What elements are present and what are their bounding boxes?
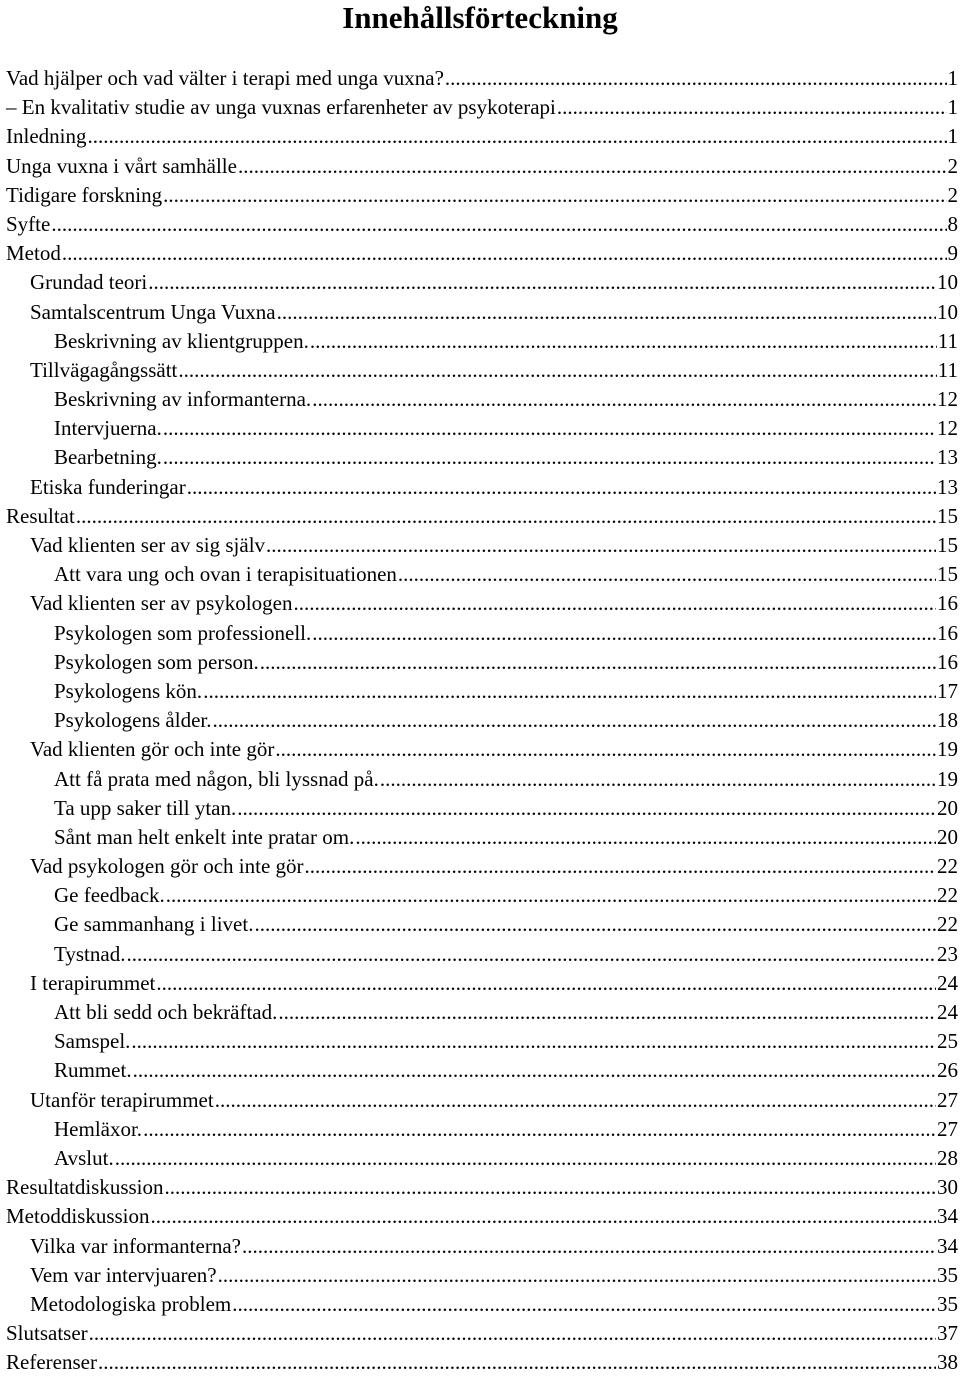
toc-entry[interactable]	[6, 1202, 958, 1231]
toc-entry[interactable]	[6, 1261, 958, 1290]
toc-entry-label: Att vara ung och ovan i terapisituationen	[54, 562, 397, 587]
toc-entry-label: Samtalscentrum Unga Vuxna	[30, 299, 276, 324]
dot-leader	[557, 93, 947, 122]
toc-entry-label: Rummet.	[54, 1058, 132, 1083]
toc-entry-label: Ge feedback.	[54, 883, 165, 908]
dot-leader	[398, 560, 936, 589]
dot-leader	[76, 502, 936, 531]
toc-entry-page-number: 27	[937, 1087, 958, 1112]
dot-leader	[237, 794, 936, 823]
toc-entry-label: Metoddiskussion	[6, 1204, 150, 1229]
toc-entry-label: Beskrivning av klientgruppen.	[54, 328, 309, 353]
toc-entry-page-number: 10	[937, 299, 958, 324]
toc-entry-page-number: 16	[937, 649, 958, 674]
toc-entry[interactable]	[6, 473, 958, 502]
toc-entry[interactable]	[6, 969, 958, 998]
toc-entry-page-number: 34	[937, 1204, 958, 1229]
dot-leader	[260, 648, 936, 677]
toc-entry-page-number: 15	[937, 562, 958, 587]
toc-entry-label: Psykologens ålder.	[54, 708, 212, 733]
dot-leader	[203, 677, 936, 706]
dot-leader	[254, 910, 936, 939]
toc-entry-label: Beskrivning av informanterna.	[54, 387, 312, 412]
toc-entry-page-number: 22	[937, 883, 958, 908]
toc-entry-page-number: 26	[937, 1058, 958, 1083]
toc-entry[interactable]	[6, 735, 958, 764]
toc-entry-label: Intervjuerna.	[54, 416, 162, 441]
toc-entry-page-number: 19	[937, 766, 958, 791]
toc-entry-label: Metodologiska problem	[30, 1291, 232, 1316]
dot-leader	[312, 385, 936, 414]
toc-entry[interactable]	[6, 64, 958, 93]
toc-entry-page-number: 19	[937, 737, 958, 762]
dot-leader	[163, 181, 946, 210]
dot-leader	[218, 1261, 936, 1290]
toc-entry-label: Psykologens kön.	[54, 678, 203, 703]
toc-entry-label: Bearbetning.	[54, 445, 162, 470]
toc-entry-page-number: 35	[937, 1262, 958, 1287]
toc-entry-label: Tystnad.	[54, 941, 126, 966]
toc-entry-label: Ge sammanhang i livet.	[54, 912, 254, 937]
dot-leader	[380, 765, 936, 794]
dot-leader	[310, 327, 937, 356]
toc-entry-page-number: 22	[937, 854, 958, 879]
toc-entry-label: Psykologen som professionell.	[54, 620, 312, 645]
dot-leader	[445, 64, 947, 93]
dot-leader	[178, 356, 936, 385]
toc-entry[interactable]	[6, 1319, 958, 1348]
toc-entry[interactable]	[6, 910, 958, 939]
toc-entry[interactable]	[6, 210, 958, 239]
toc-entry[interactable]	[6, 1056, 958, 1085]
toc-entry-page-number: 16	[937, 620, 958, 645]
toc-entry[interactable]	[6, 589, 958, 618]
toc-entry[interactable]	[6, 852, 958, 881]
page-title: Innehållsförteckning	[342, 0, 618, 35]
toc-entry[interactable]	[6, 1144, 958, 1173]
toc-entry-label: Grundad teori	[30, 270, 148, 295]
dot-leader	[148, 268, 936, 297]
toc-entry-label: Vad hjälper och vad välter i terapi med unga vuxna?	[6, 66, 444, 90]
toc-entry[interactable]	[6, 619, 958, 648]
toc-entry-page-number: 27	[937, 1116, 958, 1141]
dot-leader	[266, 531, 936, 560]
toc-entry-label: Att bli sedd och bekräftad.	[54, 1000, 278, 1024]
dot-leader	[238, 152, 947, 181]
toc-entry-label: Vad psykologen gör och inte gör	[30, 854, 304, 879]
toc-entry-page-number: 13	[937, 474, 958, 499]
toc-entry-page-number: 37	[937, 1321, 958, 1346]
dot-leader	[232, 1290, 936, 1319]
dot-leader	[275, 735, 936, 764]
toc-entry[interactable]	[6, 356, 958, 385]
toc-entry[interactable]	[6, 502, 958, 531]
toc-entry-label: Avslut.	[54, 1145, 114, 1170]
toc-entry[interactable]	[6, 823, 958, 852]
toc-entry[interactable]	[6, 414, 958, 443]
toc-entry-page-number: 11	[937, 357, 958, 382]
toc-entry[interactable]	[6, 560, 958, 589]
toc-entry[interactable]	[6, 765, 958, 794]
toc-entry[interactable]	[6, 677, 958, 706]
toc-entry[interactable]	[6, 1115, 958, 1144]
toc-entry-page-number: 8	[947, 211, 958, 236]
toc-entry-label: Tillvägagångssätt	[30, 357, 178, 382]
toc-entry-label: Unga vuxna i vårt samhälle	[6, 153, 237, 178]
toc-entry-page-number: 34	[937, 1233, 958, 1258]
toc-entry-label: Vilka var informanterna?	[30, 1233, 241, 1258]
toc-entry-label: Referenser	[6, 1350, 97, 1375]
dot-leader	[131, 1027, 936, 1056]
dot-leader	[213, 706, 937, 735]
toc-entry-label: Metod	[6, 241, 61, 266]
toc-entry-label: Sånt man helt enkelt inte pratar om.	[54, 824, 355, 849]
toc-entry[interactable]	[6, 998, 958, 1027]
toc-entry-page-number: 25	[937, 1029, 958, 1054]
toc-entry-label: Psykologen som person.	[54, 649, 259, 674]
toc-entry[interactable]	[6, 648, 958, 677]
toc-entry[interactable]	[6, 1348, 958, 1377]
toc-entry-page-number: 13	[937, 445, 958, 470]
dot-leader	[355, 823, 936, 852]
toc-entry-page-number: 23	[937, 941, 958, 966]
dot-leader	[156, 969, 936, 998]
toc-entry-page-number: 16	[937, 591, 958, 616]
toc-entry-label: Vem var intervjuaren?	[30, 1262, 217, 1287]
dot-leader	[293, 589, 936, 618]
dot-leader	[215, 1086, 936, 1115]
toc-entry-page-number: 38	[937, 1350, 958, 1375]
toc-entry-page-number: 17	[937, 678, 958, 703]
toc-entry-page-number: 20	[937, 824, 958, 849]
toc-entry[interactable]	[6, 794, 958, 823]
toc-entry-page-number: 30	[937, 1175, 958, 1200]
toc-entry[interactable]	[6, 1027, 958, 1056]
toc-entry-label: Vad klienten ser av sig själv	[30, 533, 266, 557]
toc-entry-label: Etiska funderingar	[30, 474, 186, 499]
dot-leader	[62, 239, 947, 268]
toc-entry[interactable]	[6, 443, 958, 472]
toc-entry[interactable]	[6, 268, 958, 297]
dot-leader	[163, 414, 936, 443]
toc-entry-page-number: 2	[947, 153, 958, 178]
toc-entry[interactable]	[6, 327, 958, 356]
toc-entry-page-number: 11	[937, 328, 958, 353]
dot-leader	[87, 122, 946, 151]
dot-leader	[143, 1115, 936, 1144]
dot-leader	[278, 998, 936, 1027]
toc-entry[interactable]	[6, 1173, 958, 1202]
dot-leader	[166, 881, 936, 910]
toc-entry-page-number: 15	[937, 533, 958, 557]
toc-entry[interactable]	[6, 93, 958, 122]
dot-leader	[126, 940, 936, 969]
toc-entry-page-number: 18	[937, 708, 958, 733]
toc-entry[interactable]	[6, 1232, 958, 1261]
table-of-contents	[6, 64, 958, 1377]
toc-entry[interactable]	[6, 1086, 958, 1115]
toc-entry[interactable]	[6, 706, 958, 735]
toc-entry-page-number: 1	[947, 66, 958, 90]
toc-entry-label: Resultatdiskussion	[6, 1175, 164, 1200]
toc-entry-label: – En kvalitativ studie av unga vuxnas erfarenheter av psykoterapi	[6, 95, 556, 120]
toc-entry-label: Syfte	[6, 211, 51, 236]
toc-entry-page-number: 20	[937, 795, 958, 820]
toc-entry[interactable]	[6, 385, 958, 414]
toc-entry-page-number: 28	[937, 1145, 958, 1170]
toc-entry-page-number: 10	[937, 270, 958, 295]
toc-entry[interactable]	[6, 531, 958, 560]
toc-entry-label: I terapirummet	[30, 970, 156, 995]
toc-entry-label: Samspel.	[54, 1029, 131, 1054]
toc-entry-label: Utanför terapirummet	[30, 1087, 214, 1112]
toc-entry[interactable]	[6, 881, 958, 910]
toc-entry-label: Inledning	[6, 124, 87, 149]
toc-entry-label: Slutsatser	[6, 1321, 88, 1346]
toc-entry-page-number: 1	[947, 124, 958, 149]
dot-leader	[163, 443, 936, 472]
toc-entry-label: Ta upp saker till ytan.	[54, 795, 237, 820]
dot-leader	[151, 1202, 936, 1231]
toc-entry-label: Hemläxor.	[54, 1116, 143, 1141]
toc-entry-page-number: 22	[937, 912, 958, 937]
toc-entry[interactable]	[6, 181, 958, 210]
dot-leader	[305, 852, 936, 881]
toc-entry-page-number: 24	[937, 1000, 958, 1024]
toc-entry-label: Vad klienten ser av psykologen	[30, 591, 293, 616]
toc-entry[interactable]	[6, 239, 958, 268]
toc-entry-label: Tidigare forskning	[6, 182, 163, 207]
toc-entry[interactable]	[6, 940, 958, 969]
dot-leader	[89, 1319, 936, 1348]
toc-entry-page-number: 12	[937, 387, 958, 412]
toc-entry-label: Vad klienten gör och inte gör	[30, 737, 275, 762]
toc-entry-page-number: 12	[937, 416, 958, 441]
dot-leader	[242, 1232, 936, 1261]
toc-entry-page-number: 35	[937, 1291, 958, 1316]
dot-leader	[98, 1348, 936, 1377]
dot-leader	[277, 298, 936, 327]
toc-entry[interactable]	[6, 298, 958, 327]
dot-leader	[312, 619, 936, 648]
toc-entry[interactable]	[6, 1290, 958, 1319]
dot-leader	[115, 1144, 936, 1173]
dot-leader	[51, 210, 946, 239]
dot-leader	[133, 1056, 936, 1085]
dot-leader	[165, 1173, 936, 1202]
toc-entry[interactable]	[6, 152, 958, 181]
toc-entry-page-number: 2	[947, 182, 958, 207]
toc-entry-page-number: 1	[947, 95, 958, 120]
toc-entry[interactable]	[6, 122, 958, 151]
toc-entry-page-number: 9	[947, 241, 958, 266]
toc-entry-label: Resultat	[6, 503, 75, 528]
dot-leader	[187, 473, 936, 502]
toc-entry-page-number: 15	[937, 503, 958, 528]
toc-entry-page-number: 24	[937, 970, 958, 995]
toc-entry-label: Att få prata med någon, bli lyssnad på.	[54, 766, 379, 791]
